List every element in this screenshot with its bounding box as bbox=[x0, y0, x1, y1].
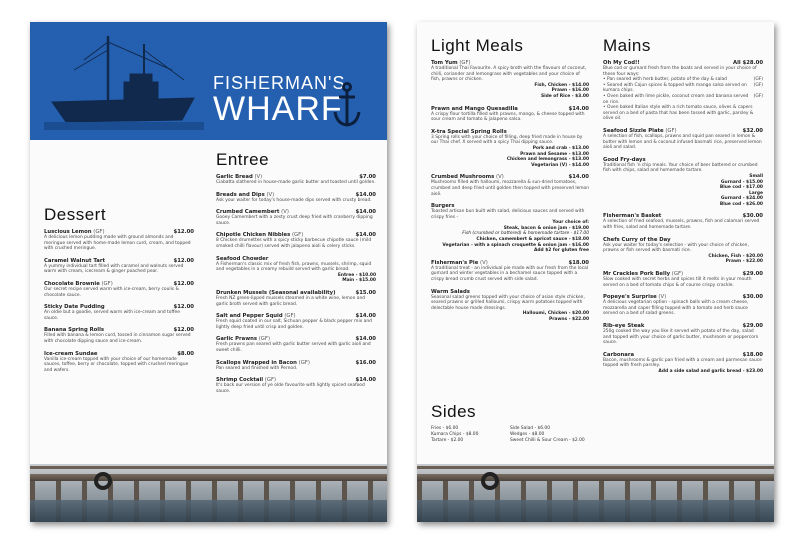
menu-item-name: Warm Salads bbox=[431, 288, 470, 295]
dietary-tag: (GF) bbox=[258, 336, 271, 343]
dessert-heading: Dessert bbox=[44, 205, 107, 224]
side-item: Sweet Chilli & Sour Cream - $2.00 bbox=[510, 437, 585, 443]
menu-item bbox=[431, 289, 589, 323]
menu-item-description: Seasonal salad greens topped with your choice of asian style chicken, seared prawns or grilled halloumi, crispy warm potatoes topped with delectable house made dressings. bbox=[431, 294, 585, 311]
menu-item-option bbox=[603, 105, 763, 122]
dietary-tag: (GF) bbox=[101, 280, 113, 287]
menu-item-price: $12.00 bbox=[173, 327, 194, 334]
menu-item-price-line: Add a side salad and garlic bread - $23.00 bbox=[658, 368, 763, 374]
menu-item-name: Ice-cream Sundae bbox=[44, 350, 98, 357]
pier-image bbox=[30, 464, 387, 522]
menu-item-description: It's back our version of ye olde favourite with lightly spiced seafood sauce. bbox=[216, 383, 365, 394]
menu-item-name: Shrimp Cocktail bbox=[216, 377, 264, 384]
brand-line1: FISHERMAN'S bbox=[213, 73, 346, 93]
menu-item-price: $7.00 bbox=[359, 174, 376, 180]
menu-item bbox=[431, 106, 589, 123]
menu-item-description: Slow cooked with secret herbs and spices till it melts in your mouth served on a bed of tomato chips & of course crispy crackle. bbox=[603, 277, 752, 288]
menu-item-price: $12.00 bbox=[173, 280, 194, 287]
menu-item-price: $29.00 bbox=[742, 323, 763, 329]
menu-item-price-line: Blue cod - $26.00 bbox=[719, 201, 763, 207]
menu-item bbox=[44, 351, 194, 374]
brand-logo bbox=[213, 74, 345, 126]
menu-item-description: A selection of fish, scallops, prawns and squid pan seared in lemon & butter with lemon and & coconut infused basmati rice, preserved lemon aioli and salad. bbox=[603, 133, 762, 151]
menu-item bbox=[216, 209, 376, 226]
menu-item-name: Fisherman's Pie bbox=[431, 259, 479, 266]
menu-item-name: Caramel Walnut Tart bbox=[44, 257, 106, 264]
dietary-tag: (GF) bbox=[753, 93, 763, 99]
menu-item bbox=[44, 281, 194, 298]
menu-item-price-line: Halloumi, Chicken - $20.00 bbox=[522, 311, 589, 317]
menu-item bbox=[216, 256, 376, 284]
side-item: Wedges - $8.00 bbox=[510, 431, 545, 437]
menu-item bbox=[431, 129, 589, 169]
menu-header bbox=[30, 22, 387, 140]
dietary-tag: (GF) bbox=[298, 359, 310, 366]
menu-item-title bbox=[216, 360, 310, 366]
menu-item bbox=[431, 60, 589, 100]
menu-item bbox=[216, 232, 376, 249]
menu-item-title bbox=[431, 106, 518, 112]
menu-item-description: 8 Chicken drumettes with a spicy sticky barbecue chipotle sauce (mild smoked chilli flavour) served with jalapeno aioli & celery sticks. bbox=[216, 238, 372, 249]
tyre-fender-icon bbox=[481, 472, 499, 490]
menu-item-name: Luscious Lemon bbox=[44, 229, 92, 235]
menu-item-description: Toasted artisan bun built with salad, delicious sauces and served with crispy fries - bbox=[431, 209, 585, 220]
menu-item-price-line: Entree - $10.00 bbox=[337, 272, 376, 278]
menu-item-price-line: Prawn - $22.00 bbox=[725, 259, 763, 265]
menu-item-price: $12.00 bbox=[173, 304, 194, 311]
menu-item-price-line: Prawn - $16.00 bbox=[551, 88, 589, 94]
menu-item-name: Garlic Prawns bbox=[216, 336, 258, 343]
light-meals-heading: Light Meals bbox=[431, 36, 524, 55]
menu-item-price: $8.00 bbox=[177, 350, 194, 357]
menu-item-description: A delicious vegetarian option - spinach balls with a cream cheese, mozzarella and caper filling topped with a tomato and herb sauce served on a bed of salad greens. bbox=[603, 300, 749, 317]
menu-item bbox=[44, 327, 194, 344]
dietary-tag: (GF) bbox=[753, 77, 763, 83]
dietary-tag: (GF) bbox=[291, 232, 304, 239]
menu-item-description: Ask your waiter for today's house-made dips served with crusty bread. bbox=[216, 197, 372, 203]
menu-item-price: $12.00 bbox=[173, 257, 194, 264]
menu-item-price-line: Blue cod - $17.00 bbox=[719, 185, 763, 191]
menu-item bbox=[216, 290, 376, 307]
entree-section bbox=[216, 150, 376, 400]
menu-item-price-line: Your choice of: bbox=[552, 220, 589, 226]
menu-item-price-line: Steak, bacon & onion jam - $19.00 bbox=[503, 225, 589, 231]
menu-item-name: Oh My Cod!! bbox=[603, 60, 640, 66]
menu-item-price: $32.00 bbox=[742, 127, 763, 134]
menu-item-name: Good Fry-days bbox=[603, 156, 646, 163]
menu-item bbox=[603, 213, 763, 230]
menu-item-name: Rib-eye Steak bbox=[603, 323, 645, 329]
menu-item-price: $14.00 bbox=[355, 377, 376, 384]
menu-item-price: $14.00 bbox=[568, 105, 589, 112]
menu-item-name: X-tra Special Spring Rolls bbox=[431, 128, 507, 135]
side-item: Fries - $6.00 bbox=[431, 426, 459, 431]
menu-item-description: Filled with banana & lemon curd, tossed in cinnamon sugar served with chocolate dipping sauce and ice-cream. bbox=[44, 333, 191, 344]
menu-item-name: Popeye's Surprise bbox=[603, 294, 657, 301]
menu-item-description: Blue cod or gurnard fresh from the boats and served in your choice of these four ways: bbox=[603, 66, 757, 77]
menu-item-name: Breads and Dips bbox=[216, 191, 265, 198]
menu-item-name: Seafood Sizzle Plate bbox=[603, 127, 664, 134]
menu-item-name: Scallops Wrapped in Bacon bbox=[216, 359, 297, 366]
menu-item bbox=[603, 352, 763, 375]
menu-item-price-line: Large bbox=[748, 190, 763, 196]
dietary-tag: (GF) bbox=[93, 229, 105, 235]
menu-item-description: Pan seared and finished with Pernod. bbox=[216, 365, 298, 371]
menu-item-description: Fresh prawns pan seared with garlic butter served with garlic aioli and sweet chilli. bbox=[216, 342, 371, 353]
menu-item bbox=[603, 60, 763, 122]
menu-item bbox=[603, 157, 763, 208]
menu-item-description: A yummy individual tart filled with caramel and walnuts served warm with cream, icecream & ginger poached pear. bbox=[44, 263, 184, 275]
menu-item-name: Carbonara bbox=[603, 351, 635, 358]
menu-item-name: Garlic Bread bbox=[216, 174, 253, 180]
menu-item bbox=[216, 174, 376, 186]
fishing-boat-image bbox=[44, 30, 204, 130]
menu-item-price: $14.00 bbox=[355, 313, 376, 320]
menu-item-name: Crumbed Camembert bbox=[216, 209, 280, 216]
menu-item-description: A Fisherman's classic mix of fresh fish, prawns, mussels, shrimp, squid and vegetables in a creamy rebuild served with garlic bread. bbox=[216, 261, 372, 273]
menu-item-option bbox=[603, 83, 763, 94]
dietary-tag: (V) bbox=[254, 174, 263, 180]
menu-item-name: Salt and Pepper Squid bbox=[216, 313, 283, 320]
menu-item bbox=[431, 203, 589, 254]
menu-item-price-line: Chicken, camembert & apricot sauce - $18.00 bbox=[476, 237, 589, 243]
menu-item bbox=[603, 128, 763, 151]
dietary-tag: (GF) bbox=[753, 82, 763, 88]
menu-item bbox=[216, 192, 376, 204]
side-item: Kumara Chips - $8.00 bbox=[431, 431, 479, 437]
menu-item-price: $12.00 bbox=[173, 229, 194, 235]
menu-item-name: Fisherman's Basket bbox=[603, 213, 662, 220]
menu-item-price-line: Prawn and Sesame - $13.00 bbox=[520, 151, 589, 157]
menu-item-price-line: Chicken and lemongrass - $13.00 bbox=[506, 157, 589, 163]
menu-item-price-line: Vegetarian (V) - $14.00 bbox=[531, 162, 589, 168]
menu-item-name: Seafood Chowder bbox=[216, 255, 269, 262]
menu-item bbox=[603, 294, 763, 317]
menu-item-price-line: Gurnard - $24.00 bbox=[720, 196, 763, 202]
menu-item-price: $14.00 bbox=[568, 174, 589, 181]
menu-item bbox=[44, 229, 194, 252]
menu-item-price-line: Chicken, Fish - $20.00 bbox=[708, 253, 763, 259]
menu-item-title bbox=[603, 237, 671, 243]
light-meals-section bbox=[431, 36, 589, 329]
side-item: Tartare - $2.00 bbox=[431, 437, 464, 443]
dietary-tag: (GF) bbox=[459, 60, 471, 66]
tyre-fender-icon bbox=[94, 472, 112, 490]
pier-image bbox=[417, 464, 774, 522]
sides-heading: Sides bbox=[431, 402, 477, 421]
menu-item-description: Ask your waiter for today's selection - with your choice of chicken, prawns or fish served with basmati rice. bbox=[603, 242, 749, 254]
menu-item-name: Tom Yum bbox=[431, 60, 458, 66]
option-text: • Oven baked Italian style with a rich tomato sauce, olives & capers served on a bed of pasta that has been tossed with garlic, parsley & olive oil. bbox=[603, 105, 763, 122]
dietary-tag: (GF) bbox=[284, 313, 296, 320]
menu-item-price: $15.00 bbox=[355, 289, 376, 296]
entree-heading: Entree bbox=[216, 150, 270, 169]
menu-item-price: $30.00 bbox=[742, 213, 763, 220]
menu-item-name: Mr Crackles Pork Belly bbox=[603, 271, 671, 278]
menu-item-name: Chipotle Chicken Nibbles bbox=[216, 232, 291, 239]
menu-item-title bbox=[431, 129, 507, 135]
menu-item-description: A crispy flour tortilla filled with prawns, mango, & cheese topped with sour cream and tomato & jalapeno salsa. bbox=[431, 111, 585, 123]
menu-item-title bbox=[431, 289, 470, 295]
menu-item bbox=[431, 260, 589, 283]
menu-item-description: A delicious lemon pudding made with ground almonds and meringue served with home-made lemon curd, cream, and topped with crushed meringue. bbox=[44, 235, 191, 252]
menu-item-price-line: Fish, Chicken - $14.00 bbox=[534, 82, 589, 88]
menu-item-price-line: Gurnard - $15.00 bbox=[720, 179, 763, 185]
dessert-section bbox=[44, 205, 194, 379]
menu-item-description: 250g cooked the way you like it served with potato of the day, salad and topped with your choice of garlic butter, mushroom or peppercorn sauce. bbox=[603, 329, 759, 346]
menu-item-name: Banana Spring Rolls bbox=[44, 327, 105, 334]
menu-item bbox=[216, 313, 376, 330]
menu-item bbox=[431, 174, 589, 197]
menu-item-option bbox=[603, 94, 763, 105]
menu-item-price: $16.00 bbox=[355, 359, 376, 366]
menu-item-title bbox=[44, 351, 98, 357]
dietary-tag: (GF) bbox=[665, 127, 677, 134]
menu-item-description: Traditional fish 'n chip meals. Your choice of beer battered or crumbed fish with chips, salad and homemade tartare. bbox=[603, 162, 758, 174]
option-text: • Oven baked with lime pickle, coconut cream and banana served on rice. bbox=[603, 94, 754, 105]
menu-item-description: Mushrooms filled with halloumi, mozzarella & sun-dried tomatoes, crumbed and deep fried until golden then topped with preserved lemon aioli. bbox=[431, 180, 590, 197]
menu-item-price: $14.00 bbox=[355, 336, 376, 343]
menu-item-name: Crumbed Mushrooms bbox=[431, 174, 495, 181]
anchor-icon bbox=[332, 82, 362, 128]
sides-section bbox=[431, 402, 589, 443]
dietary-tag: (V) bbox=[281, 209, 289, 216]
menu-item bbox=[44, 304, 194, 321]
menu-item bbox=[603, 323, 763, 346]
menu-item-price-line: Small bbox=[749, 173, 763, 179]
menu-item-title bbox=[216, 256, 268, 262]
menu-item bbox=[603, 271, 763, 288]
menu-item bbox=[603, 237, 763, 265]
menu-item-description: Fresh squid coated in our salt, Sichuan pepper & black pepper mix and lightly deep fried until crisp and golden. bbox=[216, 319, 372, 330]
menu-item bbox=[44, 258, 194, 275]
menu-item-price: $14.00 bbox=[355, 232, 376, 239]
menu-item-title bbox=[603, 157, 646, 163]
dietary-tag: (V) bbox=[480, 259, 488, 266]
menu-item-description: Vanilla ice-cream topped with your choice of our homemade sauces, toffee, berry or chocolate, topped with crushed meringue and wafers. bbox=[44, 356, 189, 373]
menu-item-description: A traditional treat - an individual pie made with our fresh from the local gurnard and winter vegetables in a bechamel sauce topped with a crispy bread crumb crust served with side salad. bbox=[431, 265, 589, 283]
mains-section bbox=[603, 36, 763, 381]
dietary-tag: (V) bbox=[658, 294, 667, 301]
menu-item-name: Sticky Date Pudding bbox=[44, 304, 105, 311]
menu-item-price-line: Main - $15.00 bbox=[342, 278, 376, 284]
menu-item-name: Chocolate Brownie bbox=[44, 280, 100, 287]
menu-item-description: An oldie but a goodie, served warm with ice-cream and toffee sauce. bbox=[44, 310, 180, 321]
menu-item-description: Fresh NZ green-lipped mussels steamed in a white wine, lemon and garlic broth served with garlic bread. bbox=[216, 295, 366, 307]
option-text: • Pan seared with herb butter, potato of the day & salad bbox=[603, 77, 727, 83]
dietary-tag: (GF) bbox=[264, 377, 277, 384]
menu-item-price-line: Add $2 for gluten free bbox=[533, 248, 589, 254]
menu-item-description: Gooey Camembert with a zesty crust deep fried with cranberry dipping sauce. bbox=[216, 215, 373, 226]
dietary-tag: (V) bbox=[266, 191, 275, 198]
menu-item-title bbox=[44, 258, 105, 264]
menu-item-description: 3 Spring rolls with your choice of filling, deep fried made in house by our Thai chef. X served with a spicy Thai dipping sauce. bbox=[431, 134, 583, 146]
menu-item-description: A selection of fried seafood, mussels, prawns, fish and calamari served with fries, salad and homemade tartare. bbox=[603, 219, 760, 231]
menu-item-price-line: Pork and crab - $13.00 bbox=[532, 145, 589, 151]
brand-line2: WHARF bbox=[213, 90, 343, 128]
menu-item bbox=[216, 377, 376, 394]
dietary-tag: (V) bbox=[496, 174, 504, 181]
menu-item-title bbox=[431, 260, 488, 266]
menu-item bbox=[216, 336, 376, 353]
menu-item-name: Chefs Curry of the Day bbox=[603, 236, 671, 243]
menu-item-price: $14.00 bbox=[355, 191, 376, 198]
dietary-tag: (GF) bbox=[671, 271, 684, 278]
menu-item bbox=[216, 360, 376, 372]
menu-item-price: $14.00 bbox=[355, 209, 376, 216]
menu-item-name: Burgers bbox=[431, 203, 455, 210]
menu-item-price: $30.00 bbox=[742, 294, 763, 301]
menu-item-title bbox=[216, 192, 274, 198]
menu-item-price: $18.00 bbox=[568, 259, 589, 266]
menu-item-price-line: Fish (crumbed or battered) & homemade tartare - $17.00 bbox=[462, 231, 589, 237]
menu-item-description: Bacon, mushrooms & garlic pan fried with a cream and parmesan sauce topped with fresh parsley. bbox=[603, 357, 762, 369]
menu-page-right bbox=[417, 22, 774, 522]
menu-item-name: Drunken Mussels (Seasonal availability) bbox=[216, 289, 336, 296]
menu-item-price: All $28.00 bbox=[732, 60, 763, 66]
menu-item-description: Our secret recipe served warm with ice-cream, berry coulis & chocolate sauce. bbox=[44, 286, 179, 298]
menu-item-description: A traditional Thai Favourite. A spicy broth with the flavours of coconut, chilli, coriander and lemongrass with vegetables and your choice of fish, prawns or chicken. bbox=[431, 66, 587, 83]
menu-page-left bbox=[30, 22, 387, 522]
menu-item-description: Ciabatta slathered in house-made garlic butter and toasted until golden. bbox=[216, 180, 376, 185]
menu-item-price-line: Vegetarian - with a spinach croquette & onion jam - $16.00 bbox=[442, 242, 589, 248]
option-text: • Seared with Cajun spices & topped with mango salsa served on kumara chips. bbox=[603, 83, 754, 94]
menu-item-title bbox=[603, 352, 634, 358]
side-item: Side Salad - $6.00 bbox=[510, 426, 551, 431]
menu-item-name: Prawn and Mango Quesadilla bbox=[431, 105, 518, 112]
menu-item-price-line: Side of Rice - $3.00 bbox=[540, 93, 589, 99]
mains-heading: Mains bbox=[603, 36, 651, 55]
menu-item-price: $18.00 bbox=[742, 351, 763, 358]
menu-item-price-line: Prawns - $22.00 bbox=[549, 317, 589, 322]
menu-item-price: $29.00 bbox=[742, 271, 763, 278]
